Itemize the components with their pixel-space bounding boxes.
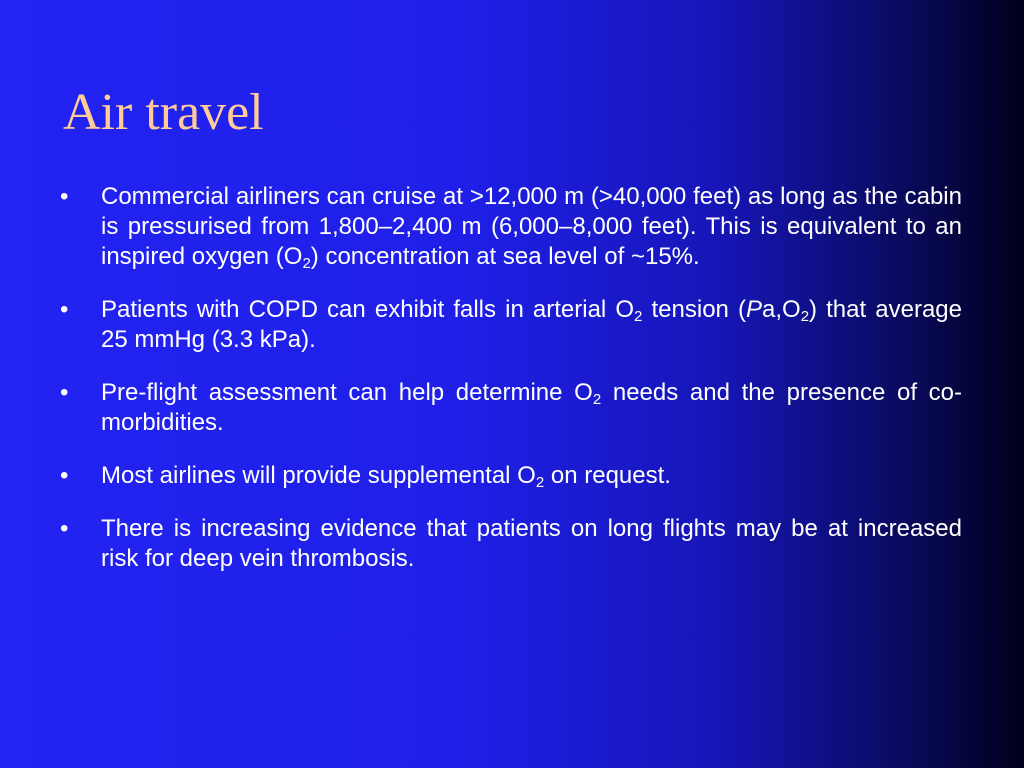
bullet-list bbox=[60, 182, 962, 597]
bullet-icon: • bbox=[60, 296, 69, 323]
bullet-item bbox=[60, 514, 962, 574]
bullet-item bbox=[60, 378, 962, 438]
bullet-text: Patients with COPD can exhibit falls in arterial $O_2$ tension $(Pa,O_2)$ that average 25 mmHg (3.3 kPa). bbox=[101, 296, 962, 353]
bullet-item bbox=[60, 295, 962, 355]
subscript: 2 bbox=[535, 474, 545, 491]
bullet-item bbox=[60, 182, 962, 272]
bullet-icon: • bbox=[60, 183, 69, 210]
bullet-text: Commercial airliners can cruise at >12,000 m (>40,000 feet) as long as the cabin is pressurised from 1,800–2,400 m (6,000–8,000 feet). This is equivalent to an inspired oxygen $(O_2)$ concentration at sea level of ~15%. bbox=[101, 183, 962, 272]
bullet-icon: • bbox=[60, 515, 69, 542]
bullet-text: Pre-flight assessment can help determine $O_2$ needs and the presence of co-morbidities. bbox=[101, 379, 963, 436]
subscript: 2 bbox=[800, 308, 810, 325]
bullet-icon: • bbox=[60, 379, 69, 406]
bullet-icon: • bbox=[60, 462, 69, 489]
italic-text: P bbox=[745, 296, 762, 323]
bullet-text: Most airlines will provide supplemental $O_2$ on request. bbox=[101, 462, 671, 491]
bullet-text: There is increasing evidence that patients on long flights may be at increased risk for deep vein thrombosis. bbox=[101, 515, 962, 572]
subscript: 2 bbox=[592, 391, 602, 408]
subscript: 2 bbox=[634, 308, 643, 325]
subscript: 2 bbox=[302, 255, 311, 272]
bullet-item bbox=[60, 461, 962, 491]
slide-title: Air travel bbox=[63, 84, 264, 141]
